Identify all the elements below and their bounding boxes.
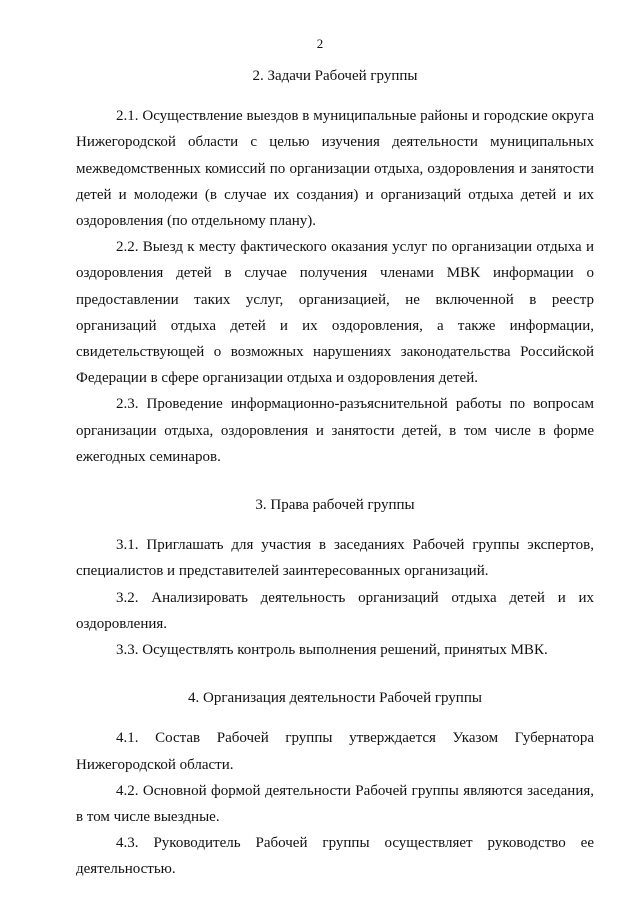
- paragraph-2-1: 2.1. Осуществление выездов в муниципальные районы и городские округа Нижегородской области с целью изучения деятельности муниципальных межведомственных комиссий по организации отдыха, оздоровления и занятости детей и молодежи (в случае их создания) и организаций отдыха детей и их оздоровления (по отдельному плану).: [76, 108, 594, 230]
- paragraph-4-2: 4.2. Основной формой деятельности Рабочей группы являются заседания, в том числе выездные.: [76, 782, 594, 826]
- paragraph-2-2: 2.2. Выезд к месту фактического оказания услуг по организации отдыха и оздоровления детей в случае получения членами МВК информации о предоставлении таких услуг, организацией, не включенной в реестр организаций отдыха детей и их оздоровления, а также информации, свидетельствующей о возможных нарушениях законодательства Российской Федерации в сфере организации отдыха и оздоровления детей.: [76, 239, 594, 387]
- paragraph-2-3: 2.3. Проведение информационно-разъяснительной работы по вопросам организации отдыха, оздоровления и занятости детей, в том числе в форме ежегодных семинаров.: [76, 396, 594, 465]
- section-organization: [76, 685, 594, 882]
- section-title: 3. Права рабочей группы: [255, 497, 415, 514]
- document-body: [76, 63, 594, 883]
- section-title: 4. Организация деятельности Рабочей группы: [188, 690, 482, 707]
- paragraph-3-2: 3.2. Анализировать деятельность организаций отдыха детей и их оздоровления.: [76, 589, 594, 632]
- section-title: 2. Задачи Рабочей группы: [252, 68, 418, 84]
- paragraph-3-1: 3.1. Приглашать для участия в заседаниях Рабочей группы экспертов, специалистов и представителей заинтересованных организаций.: [76, 537, 594, 580]
- paragraph-4-3: 4.3. Руководитель Рабочей группы осуществляет руководство ее деятельностью.: [76, 835, 594, 878]
- section-rights: [76, 492, 594, 663]
- page-number: 2: [316, 36, 324, 51]
- paragraph-4-1: 4.1. Состав Рабочей группы утверждается Указом Губернатора Нижегородской области.: [76, 730, 594, 773]
- paragraph-3-3: 3.3. Осуществлять контроль выполнения решений, принятых МВК.: [116, 642, 548, 659]
- section-tasks: [76, 63, 594, 470]
